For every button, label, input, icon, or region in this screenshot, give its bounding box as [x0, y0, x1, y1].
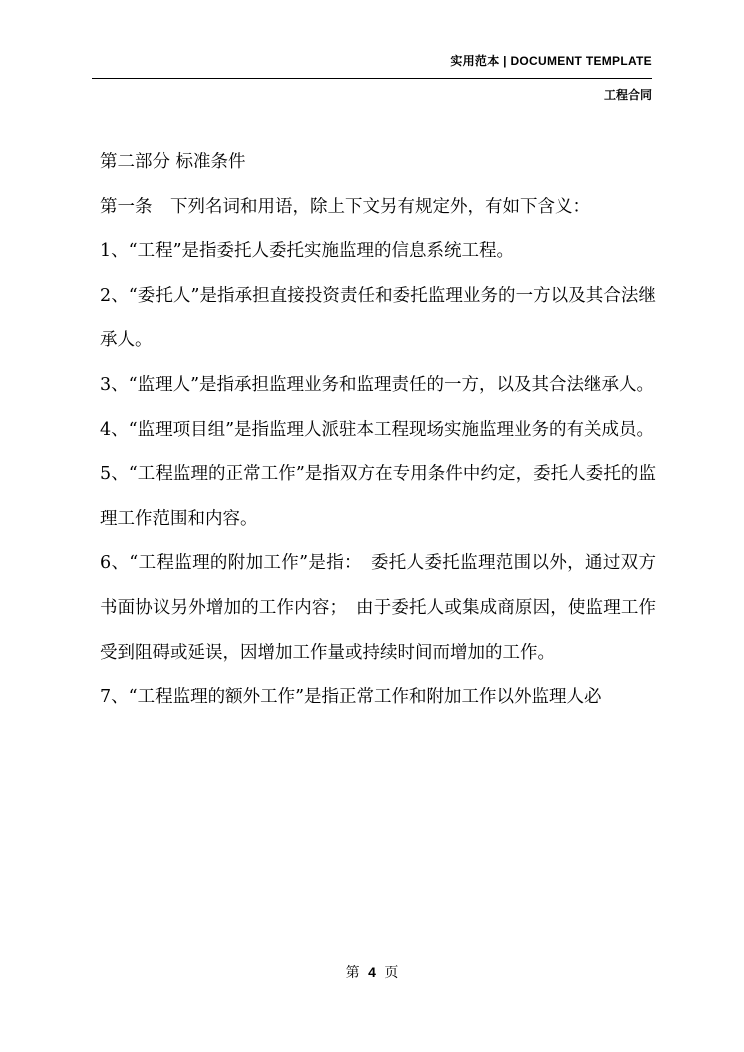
definition-item-2: 2、“委托人”是指承担直接投资责任和委托监理业务的一方以及其合法继承人。	[100, 285, 656, 351]
definition-item-5: 5、“工程监理的正常工作”是指双方在专用条件中约定，委托人委托的监理工作范围和内容。	[100, 464, 656, 529]
definition-item-6: 6、“工程监理的附加工作”是指： 委托人委托监理范围以外，通过双方书面协议另外增加的工作内容； 由于委托人或集成商原因，使监理工作受到阻碍或延误，因增加工作量或持续时间而增加的工作。	[100, 553, 656, 663]
document-body	[100, 140, 656, 720]
page-number: 4	[368, 964, 376, 980]
definition-item-1: 1、“工程”是指委托人委托实施监理的信息系统工程。	[100, 241, 515, 262]
definition-item-4: 4、“监理项目组”是指监理人派驻本工程现场实施监理业务的有关成员。	[100, 419, 655, 440]
section-title: 第二部分 标准条件	[100, 152, 246, 172]
definition-item-3: 3、“监理人”是指承担监理业务和监理责任的一方，以及其合法继承人。	[100, 374, 655, 395]
header-divider	[92, 78, 652, 79]
page-number-prefix: 第	[345, 965, 360, 981]
definition-item-7: 7、“工程监理的额外工作”是指正常工作和附加工作以外监理人必	[100, 687, 602, 708]
header-brand: 实用范本 | DOCUMENT TEMPLATE	[450, 54, 652, 68]
page-footer	[0, 962, 744, 982]
header-doc-type: 工程合同	[603, 88, 652, 102]
article-heading: 第一条 下列名词和用语，除上下文另有规定外，有如下含义：	[100, 196, 590, 217]
page-number-suffix: 页	[384, 965, 399, 981]
